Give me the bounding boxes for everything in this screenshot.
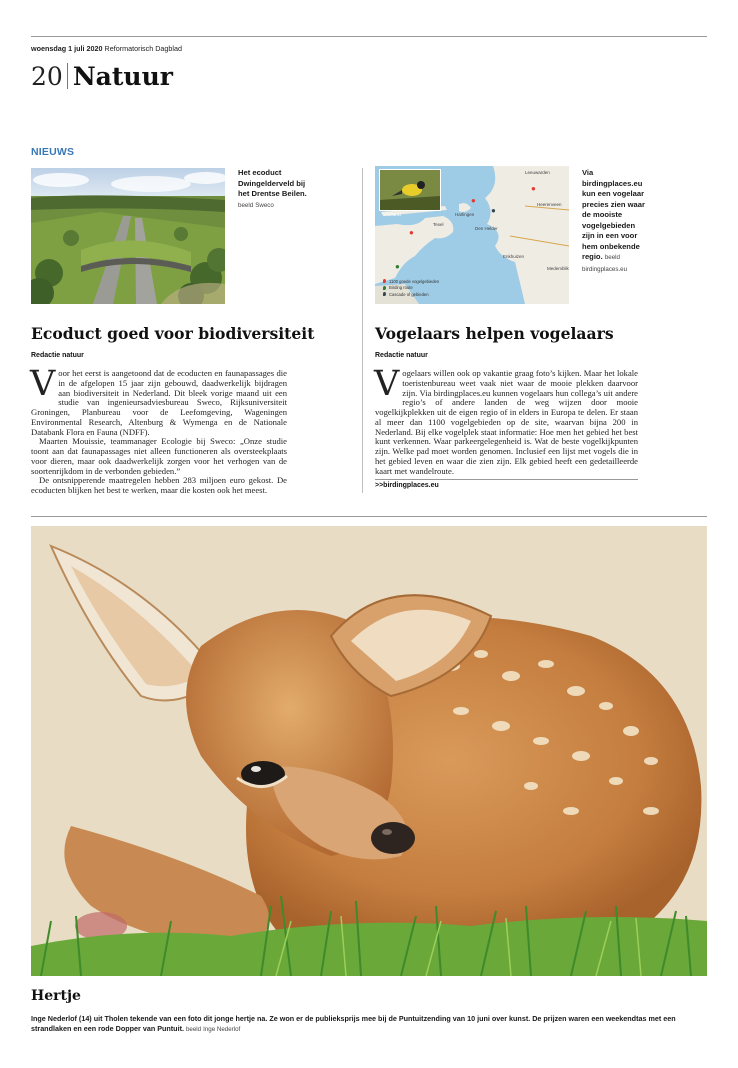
map-pin-icon: ● [395,262,400,271]
ecoduct-photo [31,168,225,304]
birdingplaces-link[interactable]: >>birdingplaces.eu [375,482,439,489]
ecoduct-caption-text: Het ecoduct Dwingelderveld bij het Drentse Beilen. [238,168,307,198]
section-header [31,60,173,92]
page-number: 20 [31,61,63,91]
dark-pin-icon [383,292,386,296]
map-label-heerenveen: Heerenveen [537,202,562,207]
map-label-denhelder: Den Helder [475,226,498,231]
dateline [31,44,182,53]
article1-byline: Redactie natuur [31,352,84,359]
map-label-harlingen: Harlingen [455,212,475,217]
red-pin-icon [383,279,386,283]
article1-paragraph: De ontsnipperende maatregelen hebben 283 miljoen euro gekost. De ecoducten blijken het best te werken, maar die kosten ook het meest. [31,475,287,495]
birding-caption-text: Via birdingplaces.eu kun een vogelaar precies zien waar de mooiste vogelgebieden zijn in een voor hem onbekende regio. [582,168,645,261]
article2-paragraph-text: ogelaars willen ook op vakantie graag foto’s kijken. Maar het lokale toeristenbureau weet vaak niet waar de mooie plekken daarvoor zijn. Via birdingplaces.eu kunnen vogelaars hun collega’s uit andere regio’s of andere landen de weg wijzen door mooie vogelkijkplekken uit de eigen regio of in elders in Europa te delen. Er staan al meer dan 1100 vogelgebieden op de site, waarvan bijna 200 in Nederland. Bij elke vogelplek staat informatie: Hoe men het gebied het best kunt verkennen. Waar parkeergelegenheid is. Wat de beste vogelkijkpunten zijn. Welke pad moet worden genomen. Inclusief een lijst met vogels die in het gebied leven en waar die zien zijn. Elk gebied heeft een gedetailleerde kaart met wandelroute. [375,368,638,476]
birding-caption [582,168,648,275]
birding-map [375,166,569,304]
legend-item: 1100 goede vogelgebieden [389,278,440,284]
map-label-medemblik: Medemblik [547,266,569,271]
article2-paragraph [374,364,638,476]
article2-dropcap: V [374,364,400,404]
newspaper-name: Reformatorisch Dagblad [104,44,183,53]
ecoduct-credit: Sweco [255,201,274,209]
map-label-leeuwarden: Leeuwarden [525,170,550,175]
section-divider [67,63,68,89]
map-legend [383,279,439,299]
article1-paragraph [30,364,287,437]
ecoduct-credit-label: beeld [238,201,254,209]
map-label-texel: Texel [433,222,444,227]
map-pin-icon: ● [471,196,476,205]
article1-paragraph-text: oor het eerst is aangetoond dat de ecoducten en faunapassages die in de afgelopen 15 jaar zijn gebouwd, daadwerkelijk bijdragen aan biodiversiteit in Nederland. Dit bleek vorige maand uit een studie van ingenieursadviesbureau Sweco, Rijksuniversiteit Groningen, Planbureau voor de Leefomgeving, Wageningen Environmental Research, Altenburg & Wymenga en de Nationale Databank Flora en Fauna (NDFF). [31,368,287,437]
birding-credit: birdingplaces.eu [582,265,628,273]
section-title: Natuur [72,61,173,91]
column-separator [362,168,363,493]
article2-headline: Vogelaars helpen vogelaars [375,324,614,343]
green-pin-icon [383,286,386,290]
map-pin-icon: ● [531,184,536,193]
issue-date: woensdag 1 juli 2020 [31,44,103,53]
map-pin-icon: ● [491,206,496,215]
feature-credit-label: beeld [185,1025,202,1033]
article2-body [374,364,638,476]
bird-thumbnail [379,169,441,211]
feature-caption [31,1014,707,1034]
feature-headline: Hertje [31,988,81,1004]
article1-paragraph: Maarten Mouissie, teammanager Ecologie bij Sweco: „Onze studie toont aan dat faunapassages niet alleen functioneren als oversteekplaats voor dieren, maar ook daadwerkelijk zorgen voor het verhogen van de soortenrijkdom in de verbonden gebieden.” [31,436,287,476]
article1-dropcap: V [30,364,56,404]
top-rule [31,36,707,37]
map-label-vlieland: Vlieland [383,212,401,218]
fawn-drawing [31,526,707,976]
article1-headline: Ecoduct goed voor biodiversiteit [31,324,315,343]
feature-credit: Inge Nederlof [203,1025,241,1033]
birding-credit-label: beeld [604,254,620,261]
mid-rule [31,516,707,517]
legend-item: Cascade of gebieden [389,291,429,297]
link-rule [375,479,638,480]
feature-caption-text: Inge Nederlof (14) uit Tholen tekende van een foto dit jonge hertje na. Ze won er de publieksprijs mee bij de Puntuitzending van 10 juni over kunst. De prijzen waren een weekendtas met een strandlaken en een rode Dopper van Puntuit. [31,1014,676,1033]
news-kicker: NIEUWS [31,146,75,158]
article2-byline: Redactie natuur [375,352,428,359]
map-label-enkhuizen: Enkhuizen [503,254,525,259]
map-pin-icon: ● [409,228,414,237]
article1-body [30,364,287,496]
legend-item: Birding route [389,285,413,290]
ecoduct-caption [238,168,316,211]
